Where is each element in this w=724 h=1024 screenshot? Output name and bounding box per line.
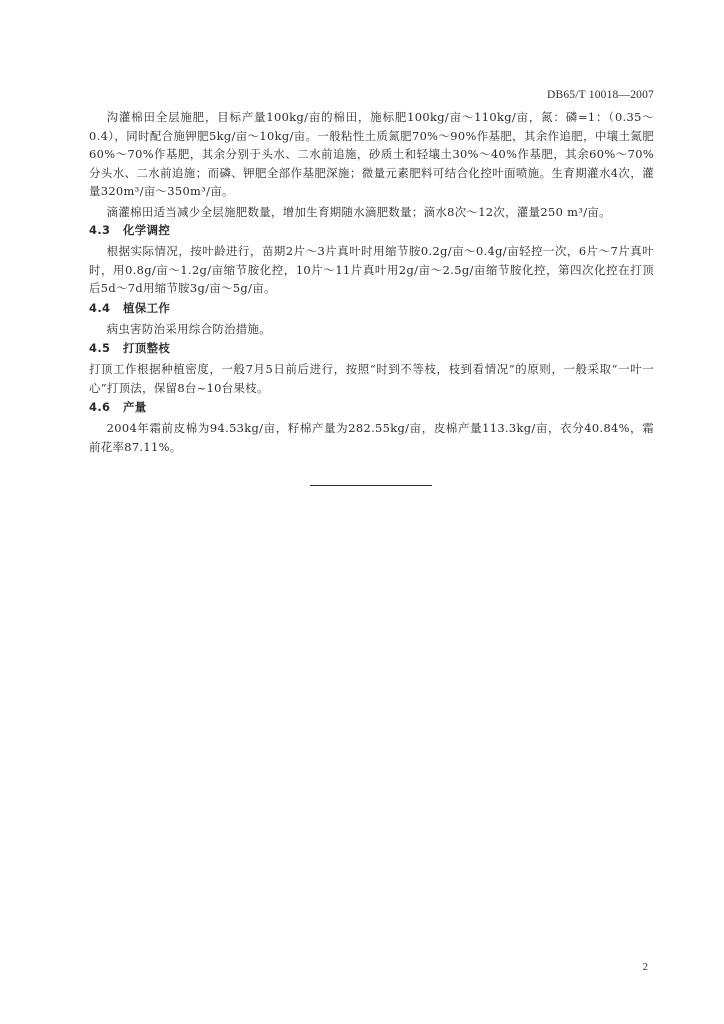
- section-title: 产量: [123, 400, 147, 414]
- section-number: 4.6: [89, 400, 111, 414]
- section-title: 化学调控: [123, 223, 171, 237]
- section-heading-4-6: [89, 398, 654, 417]
- paragraph-chemical-control: 根据实际情况，按叶龄进行，苗期2片～3片真叶时用缩节胺0.2g/亩～0.4g/亩轻控一次，6片～7片真叶时，用0.8g/亩～1.2g/亩缩节胺化控，10片～11片真叶用2g/亩～2.5g/亩缩节胺化控，第四次化控在打顶后5d～7d用缩节胺3g/亩～5g/亩。: [89, 244, 654, 295]
- standard-code-header: DB65/T 10018—2007: [546, 89, 654, 101]
- paragraph-topping: 打顶工作根据种植密度，一般7月5日前后进行，按照“时到不等枝，枝到看情况”的原则，一般采取“一叶一心”打顶法，保留8台~10台果枝。: [89, 362, 654, 395]
- paragraph-furrow-fertilization: 沟灌棉田全层施肥，目标产量100kg/亩的棉田，施标肥100kg/亩～110kg/亩，氮：磷=1：（0.35～0.4），同时配合施钾肥5kg/亩～10kg/亩。一般粘性土质氮肥70%～90%作基肥，其余作追肥，中壤土氮肥60%～70%作基肥，其余分别于头水、二水前追施，砂质土和轻壤土30%～40%作基肥，其余60%～70%分头水、二水前追施；而磷、钾肥全部作基肥深施；微量元素肥料可结合化控叶面喷施。生育期灌水4次，灌量320m³/亩～350m³/亩。: [89, 110, 654, 198]
- section-number: 4.4: [89, 300, 111, 315]
- section-number: 4.3: [89, 223, 111, 237]
- document-body: [89, 108, 654, 456]
- section-heading-4-5: [89, 339, 654, 358]
- paragraph-plant-protection: 病虫害防治采用综合防治措施。: [106, 321, 272, 336]
- section-number: 4.5: [89, 341, 111, 355]
- section-heading-4-3: [89, 221, 654, 240]
- section-title: 打顶整枝: [123, 341, 171, 355]
- page-number: 2: [642, 961, 648, 973]
- paragraph-yield: 2004年霜前皮棉为94.53kg/亩，籽棉产量为282.55kg/亩，皮棉产量113.3kg/亩，衣分40.84%，霜前花率87.11%。: [89, 421, 654, 454]
- end-rule-divider: [310, 485, 432, 486]
- section-heading-4-4: [89, 299, 654, 318]
- section-title: 植保工作: [123, 300, 171, 315]
- paragraph-drip-fertilization: 滴灌棉田适当减少全层施肥数量，增加生育期随水滴肥数量；滴水8次～12次，灌量250 m³/亩。: [106, 204, 611, 219]
